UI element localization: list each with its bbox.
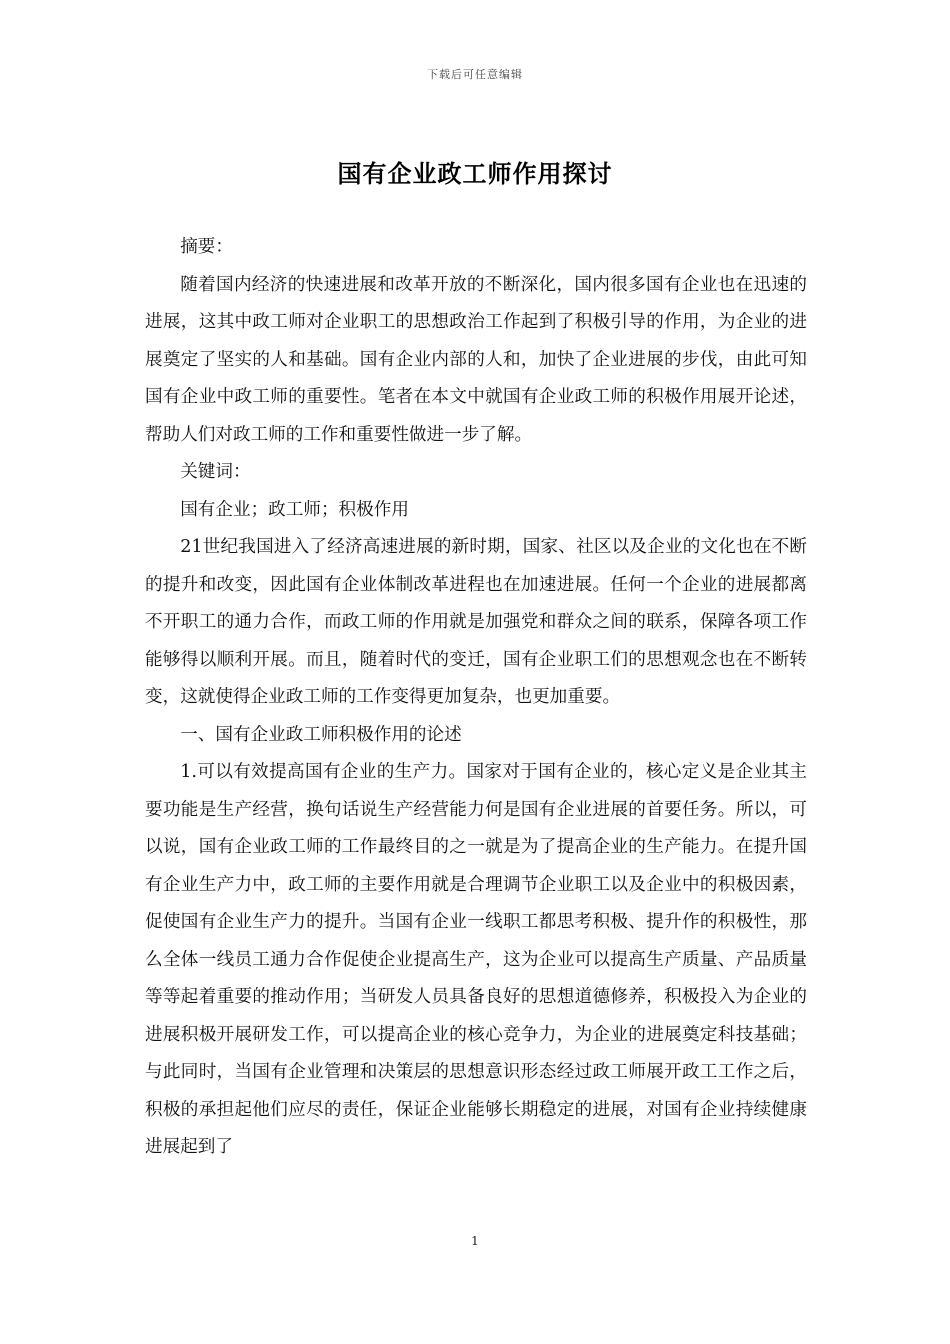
intro-paragraph: 21世纪我国进入了经济高速进展的新时期，国家、社区以及企业的文化也在不断的提升和改变，因此国有企业体制改革进程也在加速进展。任何一个企业的进展都离不开职工的通力合作，而政工师的作用就是加强党和群众之间的联系，保障各项工作能够得以顺利开展。而且，随着时代的变迁，国有企业职工们的思想观念也在不断转变，这就使得企业政工师的工作变得更加复杂，也更加重要。 <box>145 537 807 707</box>
document-title: 国有企业政工师作用探讨 <box>337 159 613 188</box>
section-heading-1: 一、国有企业政工师积极作用的论述 <box>180 724 462 745</box>
header-note: 下载后可任意编辑 <box>427 68 523 81</box>
keywords-heading: 关键词： <box>180 462 251 482</box>
page-number: 1 <box>471 1234 479 1248</box>
section-1-paragraph: 1.可以有效提高国有企业的生产力。国家对于国有企业的，核心定义是企业其主要功能是生产经营，换句话说生产经营能力何是国有企业进展的首要任务。所以，可以说，国有企业政工师的工作最终目的之一就是为了提高企业的生产能力。在提升国有企业生产力中，政工师的主要作用就是合理调节企业职工以及企业中的积极因素，促使国有企业生产力的提升。当国有企业一线职工都思考积极、提升作的积极性，那么全体一线员工通力合作促使企业提高生产，这为企业可以提高生产质量、产品质量等等起着重要的推动作用；当研发人员具备良好的思想道德修养，积极投入为企业的进展积极开展研发工作，可以提高企业的核心竞争力，为企业的进展奠定科技基础；与此同时，当国有企业管理和决策层的思想意识形态经过政工师展开政工工作之后，积极的承担起他们应尽的责任，保证企业能够长期稳定的进展，对国有企业持续健康进展起到了 <box>145 762 807 1157</box>
document-body <box>145 229 807 1167</box>
abstract-heading: 摘要： <box>180 237 233 257</box>
abstract-paragraph: 随着国内经济的快速进展和改革开放的不断深化，国内很多国有企业也在迅速的进展，这其中政工师对企业职工的思想政治工作起到了积极引导的作用，为企业的进展奠定了坚实的人和基础。国有企业内部的人和，加快了企业进展的步伐，由此可知国有企业中政工师的重要性。笔者在本文中就国有企业政工师的积极作用展开论述，帮助人们对政工师的工作和重要性做进一步了解。 <box>145 274 807 445</box>
keywords-list: 国有企业；政工师；积极作用 <box>180 499 409 520</box>
